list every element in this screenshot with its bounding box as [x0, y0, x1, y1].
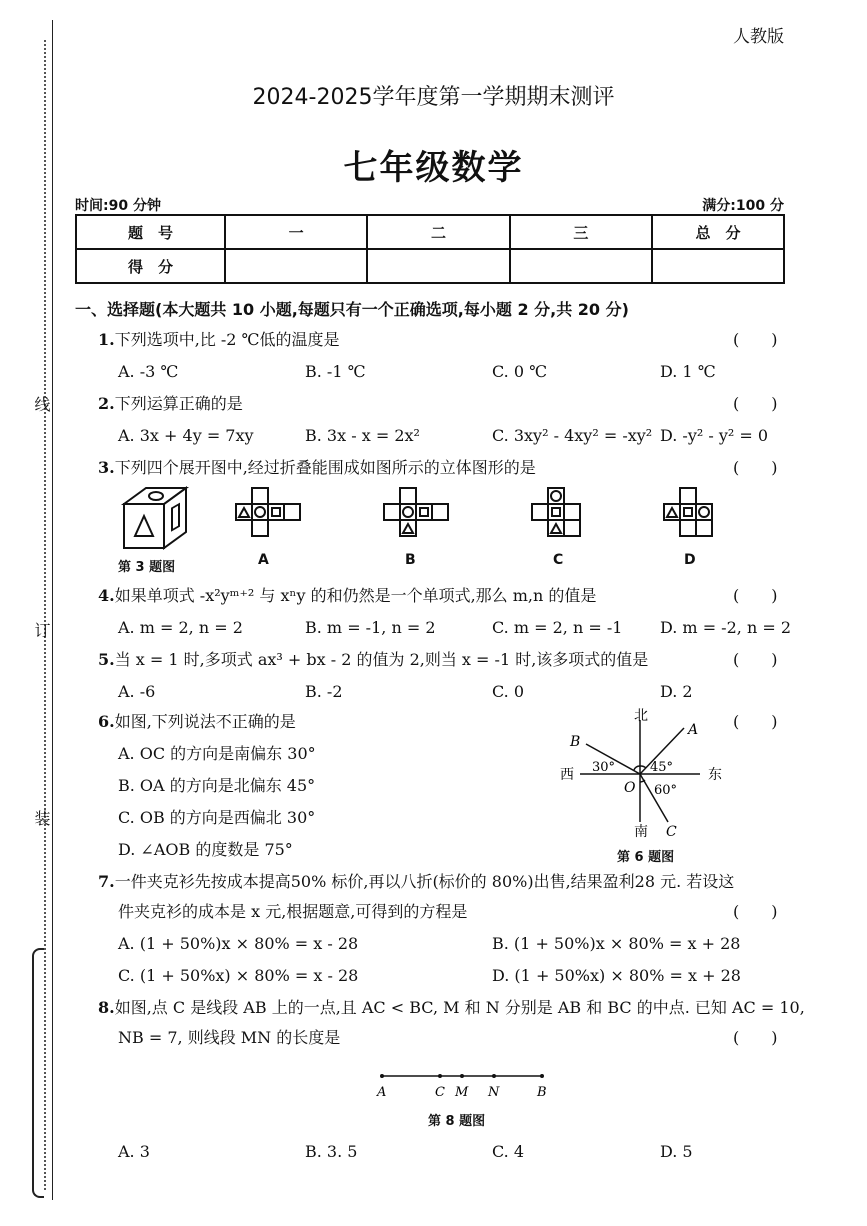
question-7 — [98, 872, 734, 892]
point-c-label: C — [435, 1085, 445, 1100]
net-option-a — [236, 488, 300, 536]
option-d: D. m = -2, n = 2 — [660, 618, 791, 637]
question-number: 2. — [98, 394, 115, 413]
binding-solid-line — [52, 20, 53, 1200]
option-c: C. 0 ℃ — [492, 362, 548, 381]
label-c: C — [666, 824, 677, 840]
label-east: 东 — [708, 767, 722, 783]
answer-bracket[interactable]: ( ) — [733, 712, 778, 731]
score-table-score-row — [76, 249, 784, 283]
option-b: B. -1 ℃ — [305, 362, 366, 381]
option-d: D. 1 ℃ — [660, 362, 716, 381]
question-7-line2: 件夹克衫的成本是 x 元,根据题意,可得到的方程是 — [118, 902, 468, 921]
margin-label-bind: 订 — [32, 622, 51, 638]
score-cell[interactable] — [367, 249, 509, 283]
question-text: 一件夹克衫先按成本提高50% 标价,再以八折(标价的 80%)出售,结果盈利28 元. 若设这 — [114, 872, 735, 891]
section-heading-1: 一、选择题(本大题共 10 小题,每题只有一个正确选项,每小题 2 分,共 20 分) — [75, 300, 629, 319]
option-a: A. OC 的方向是南偏东 30° — [118, 744, 316, 763]
option-c: C. 3xy² - 4xy² = -xy² — [492, 426, 653, 445]
point-n-dot — [492, 1074, 496, 1078]
score-cell[interactable] — [510, 249, 652, 283]
question-6 — [98, 712, 296, 732]
margin-bracket — [32, 948, 44, 1198]
option-b: B. 3x - x = 2x² — [305, 426, 420, 445]
point-n-label: N — [488, 1085, 500, 1100]
score-cell[interactable] — [652, 249, 784, 283]
question-8 — [98, 998, 805, 1018]
score-header-cell: 三 — [510, 215, 652, 249]
margin-label-staple: 装 — [32, 810, 51, 826]
point-b-label: B — [537, 1085, 547, 1100]
margin-label-line: 线 — [32, 396, 51, 412]
net-option-d — [664, 488, 712, 536]
question-4 — [98, 586, 596, 606]
answer-bracket[interactable]: ( ) — [733, 650, 778, 669]
score-header-cell: 总 分 — [652, 215, 784, 249]
question-1 — [98, 330, 339, 350]
option-b-label: B — [405, 552, 416, 568]
angle-30: 30° — [592, 760, 616, 775]
question-number: 3. — [98, 458, 115, 477]
question-text: 如图,下列说法不正确的是 — [114, 712, 296, 731]
option-a: A. 3 — [118, 1142, 150, 1161]
option-d: D. (1 + 50%x) × 80% = x + 28 — [492, 966, 741, 985]
subject-title: 七年级数学 — [343, 148, 524, 188]
score-header-cell: 一 — [225, 215, 367, 249]
net-option-c — [532, 488, 580, 536]
option-b: B. (1 + 50%)x × 80% = x + 28 — [492, 934, 741, 953]
question-text: 当 x = 1 时,多项式 ax³ + bx - 2 的值为 2,则当 x = -1 时,该多项式的值是 — [114, 650, 649, 669]
label-north: 北 — [634, 708, 648, 724]
score-row-label: 得 分 — [76, 249, 225, 283]
option-a: A. -3 ℃ — [118, 362, 179, 381]
point-a-label: A — [377, 1085, 387, 1100]
option-a-label: A — [258, 552, 269, 568]
angle-45: 45° — [650, 760, 674, 775]
answer-bracket[interactable]: ( ) — [733, 394, 778, 413]
point-a-dot — [380, 1074, 384, 1078]
question-text: 下列运算正确的是 — [114, 394, 243, 413]
option-a: A. -6 — [118, 682, 156, 701]
option-b: B. m = -1, n = 2 — [305, 618, 436, 637]
answer-bracket[interactable]: ( ) — [733, 458, 778, 477]
score-cell[interactable] — [225, 249, 367, 283]
question-text: 如果单项式 -x²yᵐ⁺² 与 xⁿy 的和仍然是一个单项式,那么 m,n 的值是 — [114, 586, 597, 605]
option-c: C. (1 + 50%x) × 80% = x - 28 — [118, 966, 359, 985]
answer-bracket[interactable]: ( ) — [733, 1028, 778, 1047]
angle-60: 60° — [654, 783, 678, 798]
question-3 — [98, 458, 536, 478]
question-5 — [98, 650, 648, 670]
option-c-label: C — [553, 552, 564, 568]
score-header-cell: 题 号 — [76, 215, 225, 249]
point-c-dot — [438, 1074, 442, 1078]
score-table — [75, 214, 785, 284]
option-b: B. -2 — [305, 682, 343, 701]
binding-dotted-line — [44, 40, 46, 1190]
question-2 — [98, 394, 243, 414]
time-limit: 时间:90 分钟 — [75, 198, 161, 214]
option-c: C. m = 2, n = -1 — [492, 618, 623, 637]
question-text: 下列选项中,比 -2 ℃低的温度是 — [114, 330, 340, 349]
q8-figure-caption: 第 8 题图 — [428, 1114, 486, 1129]
label-a: A — [688, 722, 699, 738]
option-c: C. OB 的方向是西偏北 30° — [118, 808, 316, 827]
answer-bracket[interactable]: ( ) — [733, 330, 778, 349]
option-d: D. ∠AOB 的度数是 75° — [118, 840, 293, 859]
question-8-line2: NB = 7, 则线段 MN 的长度是 — [118, 1028, 341, 1047]
option-a: A. 3x + 4y = 7xy — [118, 426, 254, 445]
question-number: 8. — [98, 998, 115, 1017]
label-b: B — [570, 734, 581, 750]
cube-figure — [124, 488, 186, 548]
option-b: B. OA 的方向是北偏东 45° — [118, 776, 316, 795]
option-a: A. m = 2, n = 2 — [118, 618, 243, 637]
question-number: 1. — [98, 330, 115, 349]
label-west: 西 — [560, 767, 574, 783]
edition-label: 人教版 — [733, 27, 784, 47]
label-south: 南 — [634, 824, 648, 840]
q3-figure-caption: 第 3 题图 — [118, 560, 176, 575]
label-o: O — [624, 780, 636, 796]
full-score: 满分:100 分 — [702, 198, 784, 214]
option-d: D. 2 — [660, 682, 693, 701]
answer-bracket[interactable]: ( ) — [733, 586, 778, 605]
score-table-header-row — [76, 215, 784, 249]
compass-diagram — [550, 708, 740, 840]
option-d-label: D — [684, 552, 696, 568]
option-d: D. -y² - y² = 0 — [660, 426, 769, 445]
point-m-label: M — [455, 1085, 469, 1100]
q6-figure-caption: 第 6 题图 — [617, 850, 675, 865]
option-b: B. 3. 5 — [305, 1142, 358, 1161]
question-number: 5. — [98, 650, 115, 669]
option-a: A. (1 + 50%)x × 80% = x - 28 — [118, 934, 359, 953]
option-c: C. 4 — [492, 1142, 525, 1161]
score-header-cell: 二 — [367, 215, 509, 249]
option-c: C. 0 — [492, 682, 525, 701]
segment-diagram — [370, 1066, 560, 1102]
net-option-b — [384, 488, 448, 536]
q3-figures — [110, 484, 810, 570]
question-text: 下列四个展开图中,经过折叠能围成如图所示的立体图形的是 — [114, 458, 536, 477]
question-number: 6. — [98, 712, 115, 731]
exam-title: 2024-2025学年度第一学期期末测评 — [252, 85, 615, 110]
option-d: D. 5 — [660, 1142, 693, 1161]
point-m-dot — [460, 1074, 464, 1078]
question-number: 4. — [98, 586, 115, 605]
point-b-dot — [540, 1074, 544, 1078]
question-text: 如图,点 C 是线段 AB 上的一点,且 AC < BC, M 和 N 分别是 AB 和 BC 的中点. 已知 AC = 10, — [114, 998, 805, 1017]
answer-bracket[interactable]: ( ) — [733, 902, 778, 921]
question-number: 7. — [98, 872, 115, 891]
